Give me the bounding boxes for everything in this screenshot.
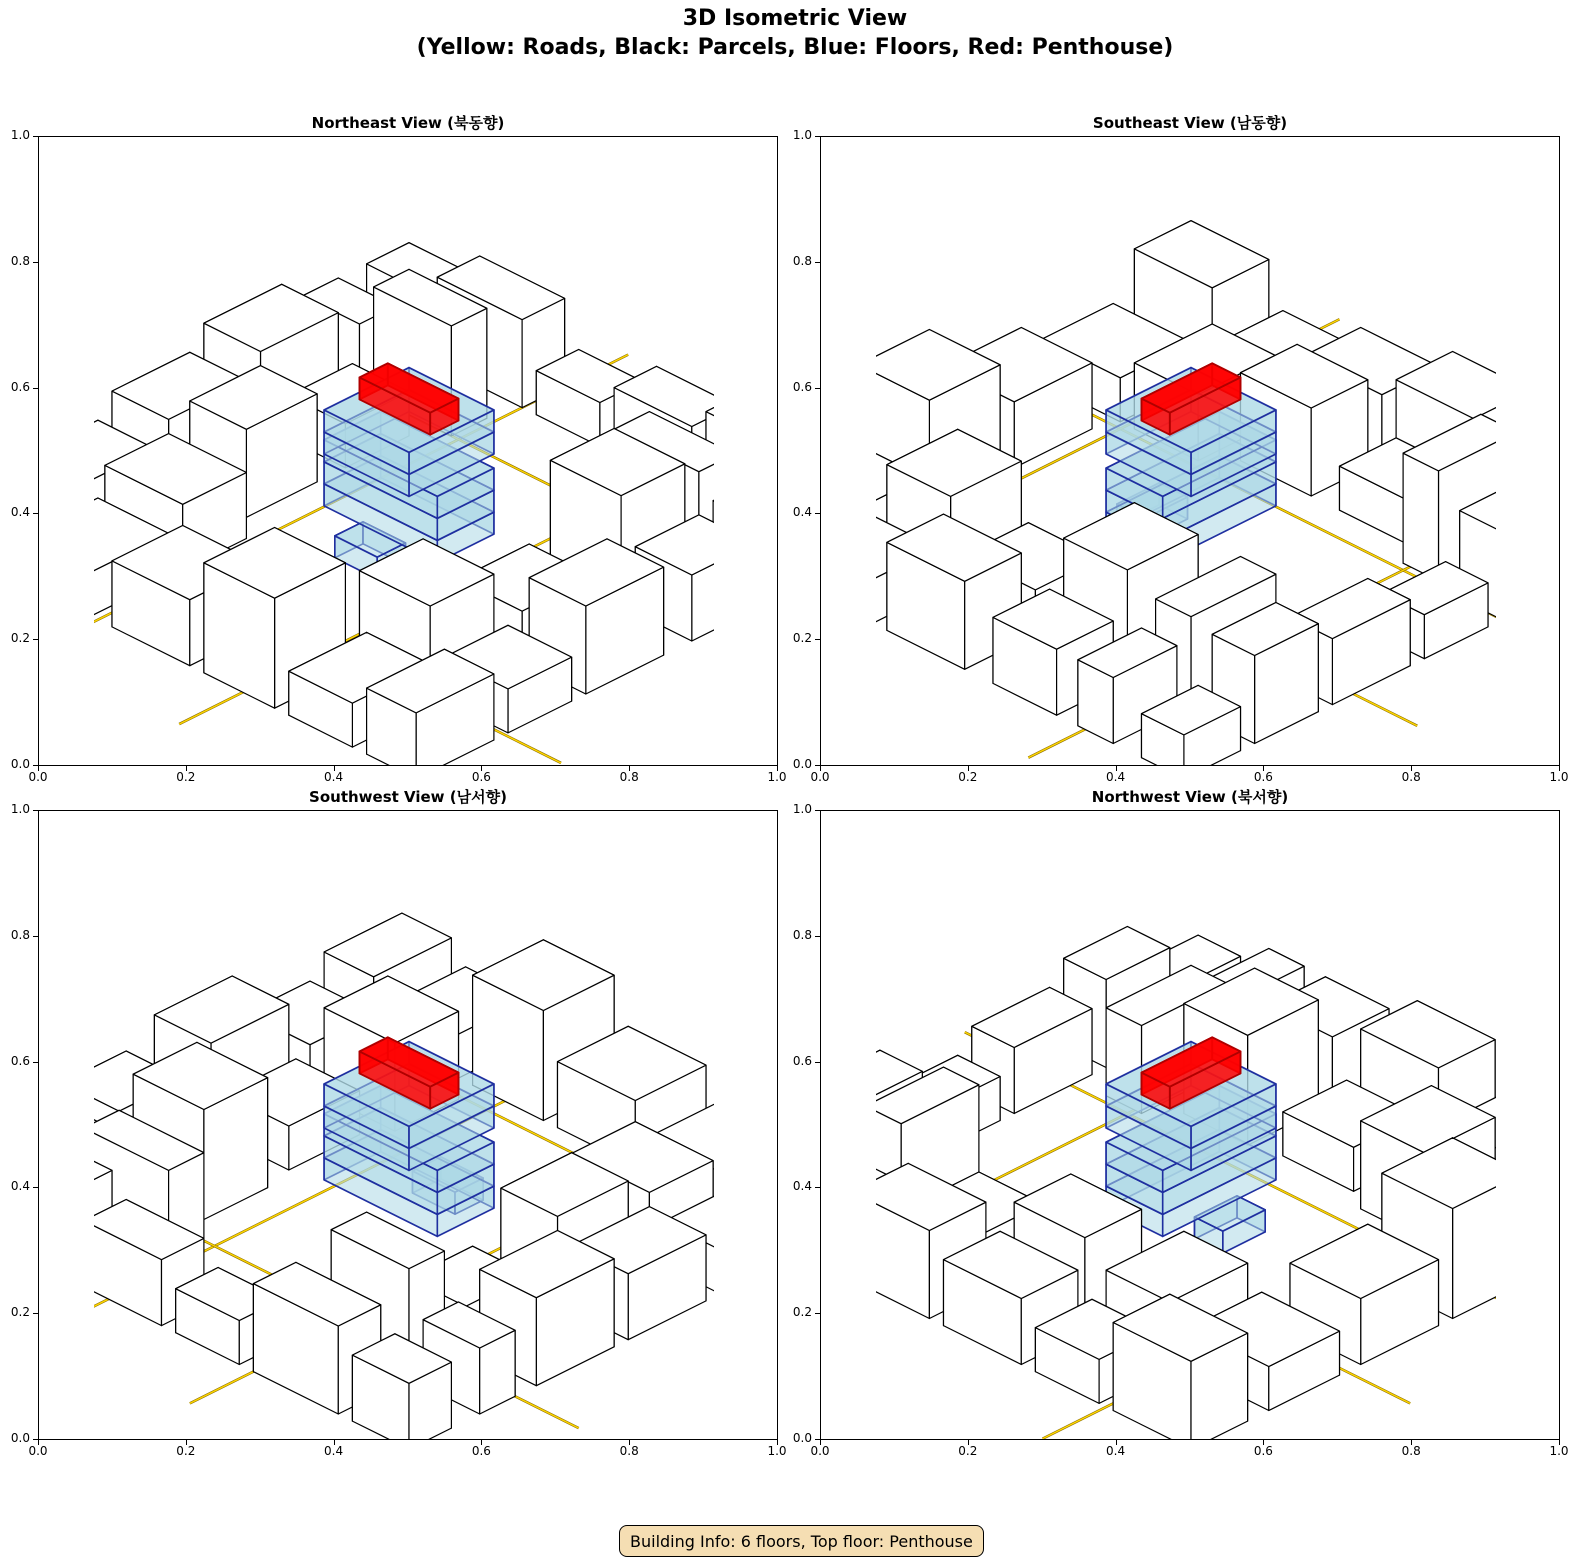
y-tick-mark	[815, 810, 820, 811]
y-tick-mark	[815, 1439, 820, 1440]
parcel-building-face	[713, 501, 777, 599]
parcel-building-face	[821, 516, 873, 592]
x-tick-label: 0.8	[1401, 770, 1421, 784]
y-tick-mark	[33, 136, 38, 137]
parcel-building-face	[821, 1093, 837, 1202]
y-tick-label: 0.4	[10, 505, 30, 520]
parcel-building-face	[1545, 468, 1559, 577]
figure-title-legend-line: (Yellow: Roads, Black: Parcels, Blue: Floors, Red: Penthouse)	[416, 35, 1174, 60]
y-tick-label: 0.2	[792, 1305, 812, 1320]
parcel-building-face	[821, 494, 845, 585]
x-tick-label: 1.0	[1549, 1444, 1569, 1458]
isometric-panel-3	[38, 810, 778, 1440]
x-tick-label: 0.2	[176, 1444, 196, 1458]
parcel-building-face	[1403, 453, 1438, 581]
x-tick-label: 0.8	[619, 1444, 639, 1458]
x-tick-label: 0.2	[958, 770, 978, 784]
parcel-building-face	[39, 537, 91, 616]
x-tick-label: 0.0	[28, 1444, 48, 1458]
parcel-building-face	[39, 415, 77, 531]
y-tick-mark	[815, 1187, 820, 1188]
scene-group	[821, 221, 1559, 765]
x-tick-label: 0.4	[1106, 1444, 1126, 1458]
y-tick-mark	[33, 639, 38, 640]
y-tick-label: 0.0	[10, 757, 30, 771]
panel-title-3: Southwest View (남서향)	[309, 788, 507, 806]
parcel-building-face	[713, 483, 748, 567]
y-tick-label: 0.2	[10, 1305, 30, 1320]
parcel-building-face	[720, 1133, 777, 1216]
y-tick-mark	[33, 513, 38, 514]
parcel-building-face	[821, 455, 845, 560]
x-tick-label: 0.0	[810, 1444, 830, 1458]
parcel-building-face	[39, 1093, 41, 1177]
parcel-building-face	[1530, 441, 1559, 535]
x-tick-label: 0.8	[1401, 1444, 1421, 1458]
parcel-building-top	[741, 1100, 777, 1167]
scene-svg-1	[39, 137, 777, 765]
parcel-building-face	[720, 1218, 777, 1294]
x-tick-label: 1.0	[767, 1444, 787, 1458]
y-tick-label: 0.8	[792, 253, 812, 268]
y-tick-label: 1.0	[792, 128, 812, 142]
y-tick-label: 1.0	[10, 802, 30, 816]
parcel-building-top	[39, 415, 77, 482]
x-tick-label: 0.6	[1253, 770, 1273, 784]
parcel-building-face	[1495, 451, 1530, 535]
parcel-building-face	[821, 1122, 823, 1209]
parcel-building-face	[39, 1111, 70, 1209]
parcel-building-top	[1538, 1108, 1560, 1172]
panel-title-4: Northwest View (북서향)	[1091, 788, 1289, 806]
panel-title-2: Southeast View (남동향)	[1092, 114, 1288, 132]
parcel-building-face	[39, 1139, 48, 1248]
parcel-building-face	[1552, 423, 1559, 507]
parcel-building-face	[1495, 423, 1552, 517]
y-tick-label: 0.2	[10, 631, 30, 646]
y-tick-mark	[33, 262, 38, 263]
x-tick-label: 0.0	[28, 770, 48, 784]
parcel-building-face	[821, 438, 845, 514]
parcel-building-face	[748, 483, 777, 581]
isometric-panel-1	[38, 136, 778, 766]
scene-svg-3	[39, 811, 777, 1439]
parcel-building-face	[821, 548, 873, 624]
y-tick-label: 1.0	[10, 128, 30, 142]
parcel-building-face	[39, 498, 98, 581]
y-tick-label: 0.4	[792, 1179, 812, 1194]
parcel-building-top	[821, 455, 845, 519]
y-tick-label: 0.2	[792, 631, 812, 646]
y-tick-label: 0.8	[10, 927, 30, 942]
y-tick-label: 0.6	[10, 379, 30, 394]
parcel-building-face	[727, 1190, 777, 1262]
y-tick-mark	[33, 1313, 38, 1314]
x-tick-label: 0.2	[958, 1444, 978, 1458]
parcel-building-top	[1495, 423, 1559, 469]
x-tick-label: 0.0	[810, 770, 830, 784]
parcel-building-face	[821, 1157, 852, 1251]
parcel-building-face	[1538, 1132, 1560, 1237]
parcel-building-top	[821, 1122, 823, 1172]
y-tick-mark	[815, 1313, 820, 1314]
y-tick-label: 0.0	[792, 1431, 812, 1445]
building-info-box: Building Info: 6 floors, Top floor: Penthouse	[619, 1525, 984, 1557]
parcel-building-face	[1538, 1108, 1560, 1199]
parcel-building-face	[748, 390, 777, 510]
y-tick-label: 0.4	[792, 505, 812, 520]
y-tick-mark	[815, 513, 820, 514]
parcel-building-face	[821, 1143, 823, 1237]
parcel-building-face	[1538, 1200, 1560, 1276]
scene-svg-4	[821, 811, 1559, 1439]
x-tick-label: 0.8	[619, 770, 639, 784]
parcel-building-face	[821, 1050, 880, 1180]
y-tick-mark	[33, 765, 38, 766]
y-tick-mark	[815, 136, 820, 137]
parcel-building-face	[1509, 1123, 1559, 1199]
parcel-building-face	[1523, 1161, 1559, 1244]
x-tick-label: 0.6	[471, 770, 491, 784]
y-tick-mark	[815, 639, 820, 640]
y-tick-label: 0.0	[10, 1431, 30, 1445]
x-tick-label: 0.2	[176, 770, 196, 784]
y-tick-mark	[815, 1062, 820, 1063]
isometric-panel-4	[820, 810, 1560, 1440]
x-tick-label: 0.4	[1106, 770, 1126, 784]
parcel-building-face	[39, 1160, 70, 1280]
y-tick-mark	[33, 936, 38, 937]
x-tick-label: 0.4	[324, 770, 344, 784]
y-tick-label: 0.8	[792, 927, 812, 942]
parcel-building-face	[821, 1185, 830, 1269]
y-tick-mark	[33, 1062, 38, 1063]
scene-svg-2	[821, 137, 1559, 765]
y-tick-label: 0.6	[792, 1053, 812, 1068]
y-tick-mark	[815, 388, 820, 389]
parcel-building-face	[741, 1100, 777, 1227]
x-tick-label: 0.4	[324, 1444, 344, 1458]
y-tick-label: 0.4	[10, 1179, 30, 1194]
y-tick-label: 0.8	[10, 253, 30, 268]
parcel-building-face	[1509, 1091, 1559, 1167]
scene-group	[821, 927, 1559, 1440]
x-tick-label: 1.0	[1549, 770, 1569, 784]
parcel-building-face	[39, 420, 98, 496]
y-tick-label: 1.0	[792, 802, 812, 816]
parcel-building-face	[821, 470, 859, 553]
parcel-building-face	[706, 412, 770, 532]
y-tick-mark	[815, 936, 820, 937]
parcel-building-face	[741, 1139, 777, 1255]
y-tick-label: 0.0	[792, 757, 812, 771]
panel-title-1: Northeast View (북동향)	[311, 114, 505, 132]
y-tick-mark	[33, 1439, 38, 1440]
parcel-building-face	[727, 1098, 777, 1177]
figure-title	[0, 4, 1590, 62]
isometric-panel-2	[820, 136, 1560, 766]
parcel-building-face	[1502, 489, 1559, 619]
figure-title-line1: 3D Isometric View	[682, 6, 908, 31]
y-tick-label: 0.6	[792, 379, 812, 394]
x-tick-label: 0.6	[1253, 1444, 1273, 1458]
parcel-building-face	[39, 452, 91, 524]
parcel-building-top	[713, 483, 777, 532]
parcel-building-face	[770, 422, 777, 531]
y-tick-mark	[33, 810, 38, 811]
y-tick-label: 0.6	[10, 1053, 30, 1068]
parcel-building-top	[706, 390, 777, 443]
y-tick-mark	[815, 765, 820, 766]
y-tick-mark	[815, 262, 820, 263]
x-tick-label: 1.0	[767, 770, 787, 784]
y-tick-mark	[33, 1187, 38, 1188]
parcel-building-face	[39, 443, 77, 570]
y-tick-mark	[33, 388, 38, 389]
x-tick-label: 0.6	[471, 1444, 491, 1458]
scene-group	[39, 913, 777, 1439]
scene-group	[39, 243, 777, 765]
